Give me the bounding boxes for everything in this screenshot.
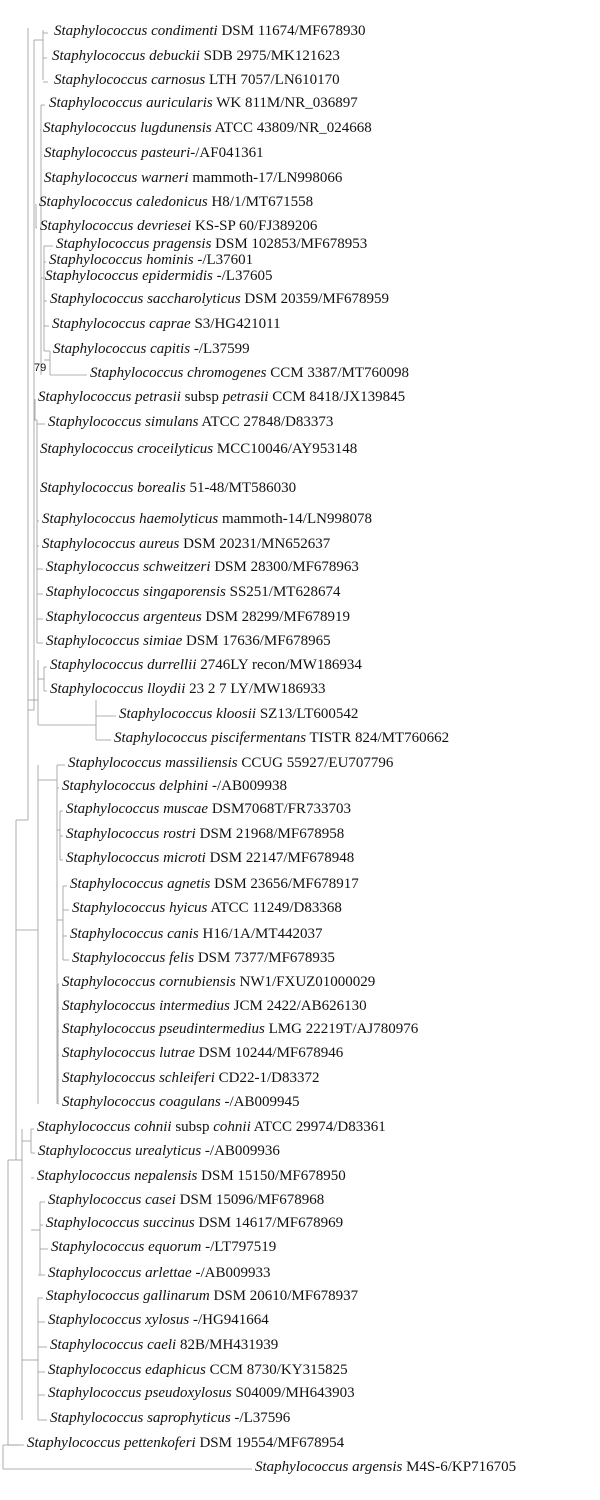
- taxon-label: [37, 1167, 346, 1185]
- taxon-species: agnetis: [167, 876, 211, 892]
- taxon-species: urealyticus: [135, 1143, 202, 1159]
- taxon-strain-accession: DSM 20231/MN652637: [179, 536, 331, 552]
- taxon-genus: Staphylococcus: [62, 1045, 156, 1061]
- taxon-label: [66, 825, 344, 843]
- taxon-species: pseudoxylosus: [145, 1385, 232, 1401]
- taxon-rank: subsp: [180, 389, 223, 405]
- taxon-species: xylosus: [145, 1312, 190, 1328]
- taxon-genus: Staphylococcus: [48, 1312, 142, 1328]
- taxon-strain-accession: DSM 102853/MF678953: [211, 236, 368, 252]
- taxon-genus: Staphylococcus: [49, 252, 143, 268]
- taxon-strain-accession: 51-48/MT586030: [185, 480, 297, 496]
- taxon-label: [46, 558, 359, 576]
- taxon-label: [72, 949, 335, 967]
- taxon-label: [37, 1118, 386, 1136]
- taxon-label: [46, 1214, 343, 1232]
- taxon-label: [46, 632, 331, 650]
- taxon-species: croceilyticus: [137, 441, 214, 457]
- taxon-strain-accession: -/AB009938: [208, 778, 287, 794]
- taxon-strain-accession: mammoth-17/LN998066: [188, 170, 343, 186]
- taxon-genus: Staphylococcus: [40, 441, 134, 457]
- taxon-genus: Staphylococcus: [50, 291, 144, 307]
- taxon-label: [50, 1409, 290, 1427]
- taxon-genus: Staphylococcus: [50, 681, 144, 697]
- taxon-species: durrellii: [147, 657, 197, 673]
- taxon-strain-accession: -/L37605: [212, 268, 273, 284]
- taxon-genus: Staphylococcus: [255, 1459, 349, 1475]
- taxon-label: [40, 440, 357, 458]
- taxon-genus: Staphylococcus: [66, 801, 160, 817]
- taxon-label: [48, 1311, 269, 1329]
- taxon-species: piscifermentans: [211, 730, 307, 746]
- taxon-label: [54, 71, 340, 89]
- taxon-label: [66, 849, 354, 867]
- taxon-strain-accession: S04009/MH643903: [231, 1385, 355, 1401]
- taxon-strain-accession: CCUG 55927/EU707796: [237, 755, 394, 771]
- taxon-genus: Staphylococcus: [62, 778, 156, 794]
- taxon-genus: Staphylococcus: [40, 480, 134, 496]
- taxon-strain-accession: ATCC 27848/D83373: [198, 414, 334, 430]
- taxon-genus: Staphylococcus: [46, 609, 140, 625]
- taxon-label: [40, 479, 296, 497]
- taxon-genus: Staphylococcus: [70, 876, 164, 892]
- taxon-species: simulans: [145, 414, 199, 430]
- taxon-strain-accession: CCM 3387/MT760098: [266, 365, 410, 381]
- taxon-rank: subsp: [171, 1119, 214, 1135]
- taxon-species: lugdunensis: [140, 120, 212, 136]
- taxon-species: hominis: [146, 252, 194, 268]
- taxon-species: petrasii: [135, 389, 181, 405]
- taxon-strain-accession: DSM 21968/MF678958: [195, 826, 345, 842]
- taxon-genus: Staphylococcus: [38, 1143, 132, 1159]
- taxon-strain-accession: mammoth-14/LN998078: [218, 511, 372, 527]
- taxon-species: canis: [167, 926, 199, 942]
- taxon-strain-accession: ATCC 11249/D83368: [207, 900, 342, 916]
- taxon-species: edaphicus: [145, 1362, 206, 1378]
- taxon-species: caprae: [149, 316, 191, 332]
- taxon-label: [62, 973, 375, 991]
- taxon-species: aureus: [139, 536, 180, 552]
- taxon-species: cornubiensis: [159, 974, 236, 990]
- taxon-label: [66, 800, 351, 818]
- taxon-species: epidermidis: [142, 268, 213, 284]
- taxon-genus: Staphylococcus: [66, 850, 160, 866]
- taxon-label: [90, 364, 409, 382]
- taxon-genus: Staphylococcus: [56, 236, 150, 252]
- taxon-label: [49, 94, 358, 112]
- taxon-label: [27, 1434, 344, 1452]
- taxon-genus: Staphylococcus: [39, 194, 133, 210]
- taxon-genus: Staphylococcus: [42, 511, 136, 527]
- taxon-strain-accession: ATCC 29974/D83361: [250, 1119, 386, 1135]
- taxon-label: [40, 217, 317, 235]
- taxon-strain-accession: SS251/MT628674: [225, 584, 341, 600]
- taxon-genus: Staphylococcus: [62, 974, 156, 990]
- taxon-genus: Staphylococcus: [48, 1265, 142, 1281]
- taxon-label: [50, 1336, 278, 1354]
- taxon-subspecies: cohnii: [213, 1119, 251, 1135]
- taxon-label: [119, 705, 358, 723]
- taxon-label: [114, 729, 449, 747]
- taxon-species: condimenti: [151, 23, 218, 39]
- taxon-label: [50, 290, 389, 308]
- taxon-strain-accession: 82B/MH431939: [176, 1337, 279, 1353]
- taxon-genus: Staphylococcus: [48, 1192, 142, 1208]
- taxon-genus: Staphylococcus: [62, 1070, 156, 1086]
- taxon-subspecies: petrasii: [222, 389, 269, 405]
- taxon-strain-accession: S3/HG421011: [190, 316, 281, 332]
- taxon-label: [44, 169, 342, 187]
- taxon-label: [48, 413, 333, 431]
- taxon-strain-accession: M4S-6/KP716705: [402, 1459, 517, 1475]
- taxon-label: [46, 583, 340, 601]
- taxon-genus: Staphylococcus: [27, 1435, 121, 1451]
- taxon-label: [72, 899, 342, 917]
- taxon-species: simiae: [143, 633, 183, 649]
- taxon-label: [62, 1069, 319, 1087]
- taxon-genus: Staphylococcus: [44, 170, 138, 186]
- taxon-genus: Staphylococcus: [43, 120, 137, 136]
- taxon-species: argenteus: [143, 609, 202, 625]
- bootstrap-value: 79: [34, 362, 47, 374]
- taxon-label: [42, 510, 372, 528]
- taxon-strain-accession: LTH 7057/LN610170: [205, 72, 340, 88]
- taxon-species: saccharolyticus: [147, 291, 241, 307]
- taxon-genus: Staphylococcus: [62, 1021, 156, 1037]
- taxon-species: felis: [169, 950, 195, 966]
- taxon-species: singaporensis: [143, 584, 226, 600]
- taxon-species: massiliensis: [165, 755, 238, 771]
- taxon-species: arlettae: [145, 1265, 192, 1281]
- taxon-species: haemolyticus: [139, 511, 219, 527]
- taxon-label: [43, 119, 372, 137]
- taxon-strain-accession: KS-SP 60/FJ389206: [191, 218, 318, 234]
- taxon-label: [62, 777, 287, 795]
- taxon-genus: Staphylococcus: [62, 998, 156, 1014]
- taxon-species: lutrae: [159, 1045, 195, 1061]
- taxon-genus: Staphylococcus: [50, 657, 144, 673]
- taxon-species: lloydii: [147, 681, 186, 697]
- taxon-strain-accession: DSM 19554/MF678954: [195, 1435, 345, 1451]
- taxon-strain-accession: -/HG941664: [189, 1312, 269, 1328]
- taxon-genus: Staphylococcus: [46, 1288, 140, 1304]
- taxon-species: microti: [163, 850, 206, 866]
- taxon-strain-accession: DSM 22147/MF678948: [205, 850, 355, 866]
- taxon-species: nepalensis: [134, 1168, 198, 1184]
- taxon-genus: Staphylococcus: [46, 633, 140, 649]
- taxon-species: pettenkoferi: [124, 1435, 196, 1451]
- taxon-species: auricularis: [146, 95, 213, 111]
- taxon-species: caledonicus: [136, 194, 208, 210]
- taxon-strain-accession: LMG 22219T/AJ780976: [264, 1021, 419, 1037]
- taxon-species: delphini: [159, 778, 209, 794]
- taxon-species: warneri: [141, 170, 189, 186]
- taxon-genus: Staphylococcus: [46, 1215, 140, 1231]
- taxon-genus: Staphylococcus: [48, 1385, 142, 1401]
- taxon-genus: Staphylococcus: [54, 72, 148, 88]
- taxon-species: kloosii: [216, 706, 257, 722]
- taxon-genus: Staphylococcus: [42, 536, 136, 552]
- taxon-label: [53, 340, 250, 358]
- taxon-strain-accession: WK 811M/NR_036897: [212, 95, 358, 111]
- taxon-genus: Staphylococcus: [52, 48, 146, 64]
- taxon-strain-accession: CD22-1/D83372: [214, 1070, 320, 1086]
- taxon-genus: Staphylococcus: [114, 730, 208, 746]
- taxon-label: [44, 144, 264, 162]
- taxon-strain-accession: DSM 11674/MF678930: [217, 23, 366, 39]
- taxon-genus: Staphylococcus: [49, 95, 143, 111]
- taxon-genus: Staphylococcus: [37, 1168, 131, 1184]
- taxon-label: [62, 1044, 343, 1062]
- taxon-genus: Staphylococcus: [45, 268, 139, 284]
- taxon-genus: Staphylococcus: [90, 365, 184, 381]
- taxon-genus: Staphylococcus: [72, 900, 166, 916]
- taxon-label: [68, 754, 393, 772]
- taxon-strain-accession: DSM 15150/MF678950: [197, 1168, 346, 1184]
- taxon-species: caeli: [147, 1337, 177, 1353]
- taxon-genus: Staphylococcus: [44, 145, 138, 161]
- taxon-genus: Staphylococcus: [72, 950, 166, 966]
- taxon-species: schweitzeri: [143, 559, 211, 575]
- taxon-strain-accession: DSM 10244/MF678946: [194, 1045, 344, 1061]
- taxon-strain-accession: 23 2 7 LY/MW186933: [185, 681, 326, 697]
- taxon-strain-accession: -/AB009936: [201, 1143, 280, 1159]
- taxon-species: argensis: [352, 1459, 403, 1475]
- taxon-strain-accession: DSM 28299/MF678919: [201, 609, 351, 625]
- taxon-label: [48, 1264, 270, 1282]
- taxon-label: [52, 47, 340, 65]
- taxon-strain-accession: -/LT797519: [201, 1239, 277, 1255]
- taxon-strain-accession: -/AB009933: [191, 1265, 271, 1281]
- taxon-strain-accession: SZ13/LT600542: [256, 706, 359, 722]
- taxon-genus: Staphylococcus: [62, 1094, 156, 1110]
- taxon-strain-accession: CCM 8730/KY315825: [205, 1362, 348, 1378]
- taxon-strain-accession: DSM 14617/MF678969: [194, 1215, 344, 1231]
- taxon-strain-accession: ATCC 43809/NR_024668: [211, 120, 372, 136]
- taxon-species: saprophyticus: [147, 1410, 231, 1426]
- taxon-genus: Staphylococcus: [50, 1337, 144, 1353]
- taxon-species: pasteuri: [141, 145, 191, 161]
- taxon-strain-accession: JCM 2422/AB626130: [229, 998, 367, 1014]
- taxon-label: [42, 535, 330, 553]
- taxon-label: [48, 1191, 324, 1209]
- taxon-strain-accession: 2746LY recon/MW186934: [196, 657, 362, 673]
- taxon-label: [48, 1361, 348, 1379]
- taxon-genus: Staphylococcus: [119, 706, 213, 722]
- taxon-species: intermedius: [159, 998, 230, 1014]
- taxon-strain-accession: DSM 7377/MF678935: [194, 950, 335, 966]
- taxon-species: pseudintermedius: [159, 1021, 265, 1037]
- taxon-strain-accession: DSM 23656/MF678917: [210, 876, 359, 892]
- taxon-strain-accession: DSM 15096/MF678968: [175, 1192, 325, 1208]
- taxon-species: coagulans: [159, 1094, 221, 1110]
- taxon-species: devriesei: [137, 218, 192, 234]
- taxon-strain-accession: H8/1/MT671558: [207, 194, 314, 210]
- taxon-label: [51, 1238, 276, 1256]
- taxon-species: casei: [145, 1192, 176, 1208]
- taxon-species: muscae: [163, 801, 209, 817]
- taxon-strain-accession: H16/1A/MT442037: [198, 926, 323, 942]
- taxon-species: capitis: [150, 341, 191, 357]
- taxon-strain-accession: DSM 20359/MF678959: [240, 291, 390, 307]
- taxon-species: pragensis: [153, 236, 212, 252]
- taxon-label: [62, 997, 367, 1015]
- taxon-species: borealis: [137, 480, 186, 496]
- taxon-label: [70, 875, 359, 893]
- taxon-strain-accession: -/AB009945: [220, 1094, 300, 1110]
- taxon-label: [50, 680, 326, 698]
- taxon-genus: Staphylococcus: [52, 316, 146, 332]
- taxon-label: [62, 1093, 299, 1111]
- taxon-label: [45, 267, 272, 285]
- taxon-strain-accession: TISTR 824/MT760662: [306, 730, 450, 746]
- taxon-species: debuckii: [149, 48, 200, 64]
- taxon-label: [50, 656, 362, 674]
- taxon-genus: Staphylococcus: [38, 389, 132, 405]
- taxon-genus: Staphylococcus: [50, 1410, 144, 1426]
- taxon-strain-accession: -/L37596: [230, 1410, 291, 1426]
- taxon-genus: Staphylococcus: [46, 584, 140, 600]
- taxon-species: equorum: [148, 1239, 202, 1255]
- taxon-species: rostri: [163, 826, 196, 842]
- taxon-genus: Staphylococcus: [40, 218, 134, 234]
- taxon-strain-accession: -/L37601: [193, 252, 254, 268]
- taxon-label: [255, 1458, 516, 1476]
- taxon-strain-accession: MCC10046/AY953148: [213, 441, 358, 457]
- taxon-species: hyicus: [169, 900, 208, 916]
- taxon-label: [46, 1287, 358, 1305]
- taxon-species: succinus: [143, 1215, 195, 1231]
- taxon-label: [62, 1020, 418, 1038]
- taxon-genus: Staphylococcus: [70, 926, 164, 942]
- taxon-genus: Staphylococcus: [66, 826, 160, 842]
- taxon-label: [38, 1142, 280, 1160]
- taxon-strain-accession: DSM7068T/FR733703: [208, 801, 352, 817]
- taxon-genus: Staphylococcus: [37, 1119, 131, 1135]
- taxon-species: schleiferi: [159, 1070, 215, 1086]
- taxon-genus: Staphylococcus: [51, 1239, 145, 1255]
- taxon-strain-accession: DSM 17636/MF678965: [182, 633, 331, 649]
- taxon-strain-accession: -/L37599: [190, 341, 250, 357]
- taxon-label: [46, 608, 350, 626]
- taxon-strain-accession: CCM 8418/JX139845: [268, 389, 406, 405]
- taxon-genus: Staphylococcus: [53, 341, 147, 357]
- taxon-label: [70, 925, 322, 943]
- taxon-strain-accession: -/AF041361: [190, 145, 264, 161]
- taxon-genus: Staphylococcus: [46, 559, 140, 575]
- taxon-genus: Staphylococcus: [48, 414, 142, 430]
- taxon-label: [48, 1384, 355, 1402]
- taxon-label: [38, 388, 405, 406]
- taxon-label: [54, 22, 366, 40]
- taxon-species: chromogenes: [187, 365, 267, 381]
- taxon-strain-accession: DSM 28300/MF678963: [210, 559, 359, 575]
- taxon-strain-accession: DSM 20610/MF678937: [209, 1288, 359, 1304]
- taxon-species: cohnii: [134, 1119, 172, 1135]
- taxon-strain-accession: SDB 2975/MK121623: [199, 48, 340, 64]
- taxon-species: gallinarum: [143, 1288, 210, 1304]
- taxon-genus: Staphylococcus: [48, 1362, 142, 1378]
- taxon-genus: Staphylococcus: [54, 23, 148, 39]
- taxon-genus: Staphylococcus: [68, 755, 162, 771]
- taxon-species: carnosus: [151, 72, 206, 88]
- taxon-strain-accession: NW1/FXUZ01000029: [235, 974, 376, 990]
- taxon-label: [52, 315, 281, 333]
- taxon-label: [39, 193, 313, 211]
